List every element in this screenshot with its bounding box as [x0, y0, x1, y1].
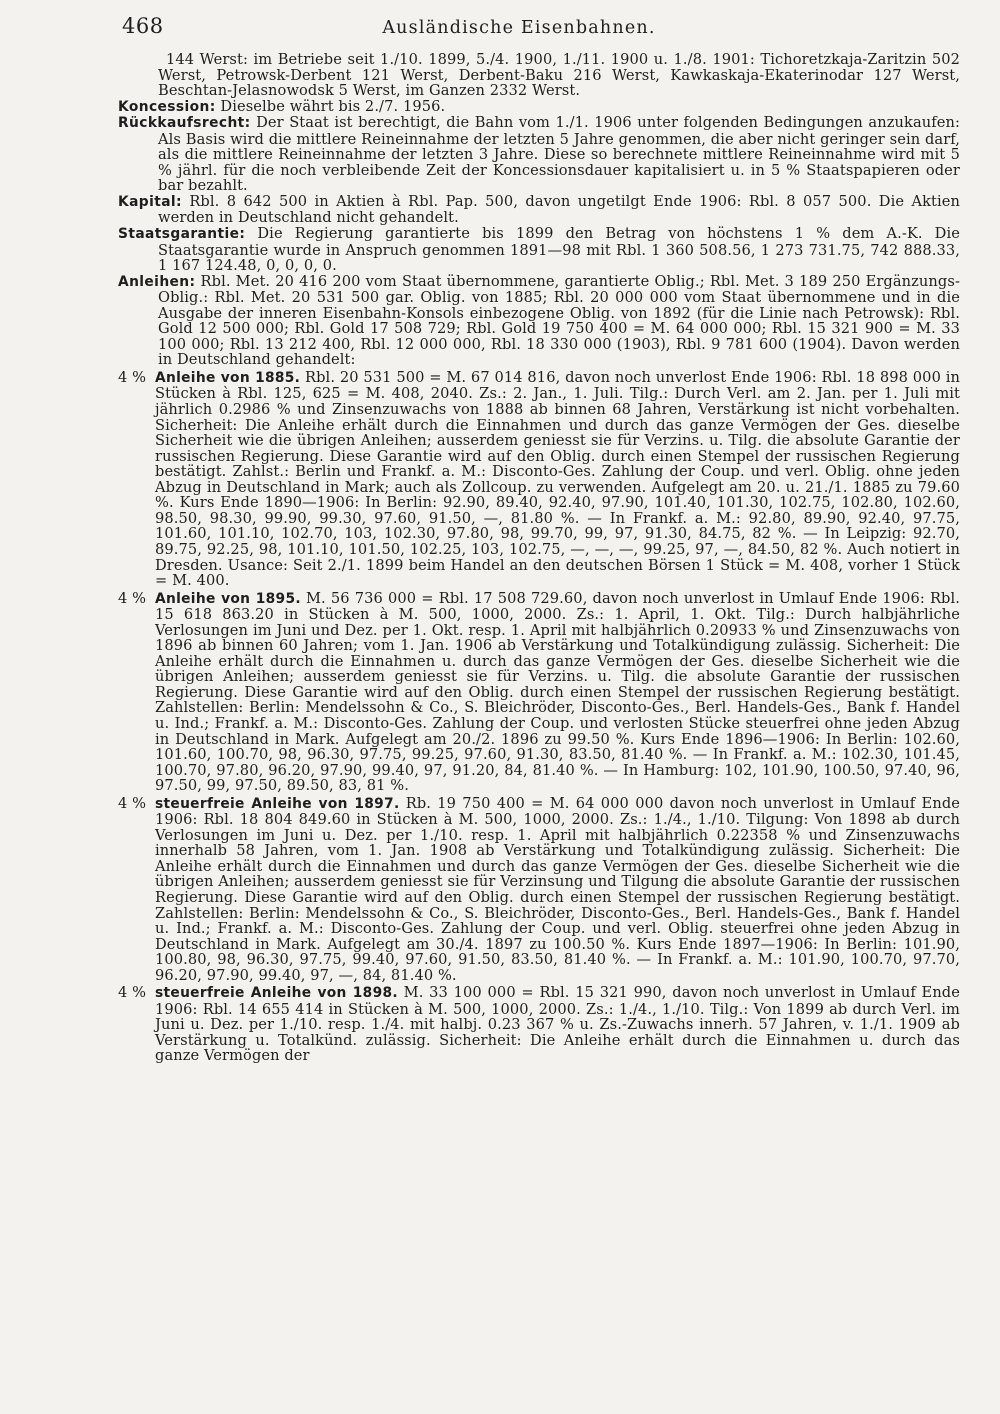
loan-1898	[118, 985, 960, 1064]
loan-title: steuerfreie Anleihe von 1897.	[155, 795, 400, 812]
loan-text: M. 56 736 000 = Rbl. 17 508 729.60, davon noch unverlost in Umlauf Ende 1906: Rbl. 15 618 863.20 in Stücken à M. 500, 1000, 2000. Zs.: 1. April, 1. Okt. Tilg.: Durch halbjährliche Verlosungen im Juni und Dez. per 1. Okt. resp. 1. April mit halbjährlich 0.20933 % und Zinsenzuwachs von 1896 ab binnen 60 Jahren; vom 1. Jan. 1906 ab Verstärkung und Totalkündigung zulässig. Sicherheit: Die Anleihe erhält durch die Einnahmen u. durch das ganze Vermögen der Ges. dieselbe Sicherheit wie die übrigen Anleihen; ausserdem geniesst sie für Verzins. u. Tilg. die absolute Garantie der russischen Regierung. Diese Garantie wird auf den Oblig. durch einen Stempel der russischen Regierung bestätigt. Zahlstellen: Berlin: Mendelssohn & Co., S. Bleichröder, Disconto-Ges., Berl. Handels-Ges., Bank f. Handel u. Ind.; Frankf. a. M.: Disconto-Ges. Zahlung der Coup. und verlosten Stücke steuerfrei ohne jeden Abzug in Deutschland in Mark. Aufgelegt am 20./2. 1896 zu 99.50 %. Kurs Ende 1896—1906: In Berlin: 102.60, 101.60, 100.70, 98, 96.30, 97.75, 99.25, 97.60, 91.30, 83.50, 81.40 %. — In Frankf. a. M.: 102.30, 101.45, 100.70, 97.80, 96.20, 97.90, 99.40, 97, 91.20, 84, 81.40 %. — In Hamburg: 102, 101.90, 100.50, 97.40, 96, 97.50, 99, 97.50, 89.50, 83, 81 %.	[155, 589, 960, 795]
entry-rueckkaufsrecht	[118, 115, 960, 194]
entry-koncession	[118, 99, 960, 116]
page-body	[118, 52, 960, 1064]
entry-text: Rbl. 8 642 500 in Aktien à Rbl. Pap. 500, davon ungetilgt Ende 1906: Rbl. 8 057 500. Die Aktien werden in Deutschland nicht gehandelt.	[158, 192, 960, 227]
entry-kapital	[118, 194, 960, 226]
loan-title: steuerfreie Anleihe von 1898.	[155, 985, 398, 1002]
loan-rate: 4 %	[118, 368, 147, 386]
loan-1895	[118, 591, 960, 794]
page-number: 468	[122, 14, 164, 38]
intro-paragraph: 144 Werst: im Betriebe seit 1./10. 1899, 5./4. 1900, 1./11. 1900 u. 1./8. 1901: Tichoretzkaja-Zaritzin 502 Werst, Petrowsk-Derbent 121 Werst, Derbent-Baku 216 Werst, Kawkaskaja-Ekaterinodar 127 Werst, Beschtan-Jelasnowodsk 5 Werst, im Ganzen 2332 Werst.	[158, 51, 960, 100]
entry-staatsgarantie	[118, 226, 960, 274]
loan-text: Rb. 19 750 400 = M. 64 000 000 davon noch unverlost in Umlauf Ende 1906: Rbl. 18 804 849.60 in Stücken à M. 500, 1000, 2000. Zs.: 1./4., 1./10. Tilgung: Von 1898 ab durch Verlosungen im Juni u. Dez. per 1./10. resp. 1. April mit halbjährlich 0.22358 % und Zinsenzuwachs innerhalb 58 Jahren, vom 1. Jan. 1908 ab Verstärkung und Totalkündigung zulässig. Sicherheit: Die Anleihe erhält durch die Einnahmen und durch das ganze Vermögen der Ges. dieselbe Sicherheit wie die übrigen Anleihen; ausserdem geniesst sie für Verzinsung und Tilgung die absolute Garantie der russischen Regierung. Diese Garantie wird auf den Oblig. durch einen Stempel der russischen Regierung bestätigt. Zahlstellen: Berlin: Mendelssohn & Co., S. Bleichröder, Disconto-Ges., Berl. Handels-Ges., Bank f. Handel u. Ind.; Frankf. a. M.: Disconto-Ges. Zahlung der Coup. und verl. Oblig. steuerfrei ohne jeden Abzug in Deutschland in Mark. Aufgelegt am 30./4. 1897 zu 100.50 %. Kurs Ende 1897—1906: In Berlin: 101.90, 100.80, 98, 96.30, 97.75, 99.40, 97.60, 91.50, 83.50, 81.40 %. — In Frankf. a. M.: 101.90, 100.70, 97.70, 96.20, 97.90, 99.40, 97, —, 84, 81.40 %.	[155, 794, 960, 984]
loan-text: M. 33 100 000 = Rbl. 15 321 990, davon noch unverlost in Umlauf Ende 1906: Rbl. 14 655 414 in Stücken à M. 500, 1000, 2000. Zs.: 1./4., 1./10. Tilg.: Von 1899 ab durch Verl. im Juni u. Dez. per 1./10. resp. 1./4. mit halbj. 0.23 367 % u. Zs.-Zuwachs innerh. 57 Jahren, v. 1./1. 1909 ab Verstärkung u. Totalkünd. zulässig. Sicherheit: Die Anleihe erhält durch die Einnahmen u. durch das ganze Vermögen der	[155, 984, 960, 1065]
entry-text: Rbl. Met. 20 416 200 vom Staat übernommene, garantierte Oblig.; Rbl. Met. 3 189 250 Ergänzungs-Oblig.: Rbl. Met. 20 531 500 gar. Oblig. von 1885; Rbl. 20 000 000 vom Staat übernommene und in die Ausgabe der inneren Eisenbahn-Konsols einbezogene Oblig. von 1892 (für die Linie nach Petrowsk): Rbl. Gold 12 500 000; Rbl. Gold 17 508 729; Rbl. Gold 19 750 400 = M. 64 000 000; Rbl. 15 321 900 = M. 33 100 000; Rbl. 13 212 400, Rbl. 12 000 000, Rbl. 18 330 000 (1903), Rbl. 9 781 600 (1904). Davon werden in Deutschland gehandelt:	[158, 272, 960, 369]
loan-1897	[118, 796, 960, 984]
entry-label: Koncession:	[118, 98, 216, 115]
running-head: Ausländische Eisenbahnen.	[382, 18, 656, 38]
loan-title: Anleihe von 1885.	[155, 369, 301, 386]
loan-1885	[118, 370, 960, 589]
entry-text: Der Staat ist berechtigt, die Bahn vom 1./1. 1906 unter folgenden Bedingungen anzukaufen: Als Basis wird die mittlere Reineinnahme der letzten 5 Jahre genommen, die aber nicht geringer sein darf, als die mittlere Reineinnahme der letzten 3 Jahre. Diese so berechnete mittlere Reineinnahme wird mit 5 % jährl. für die noch verbleibende Zeit der Koncessionsdauer kapitalisiert u. in 5 % Staatspapieren oder bar bezahlt.	[158, 114, 960, 195]
entry-label: Anleihen:	[118, 273, 196, 290]
loan-rate: 4 %	[118, 589, 147, 607]
page-header	[118, 14, 960, 52]
loan-rate: 4 %	[118, 794, 147, 812]
entry-text: Dieselbe währt bis 2./7. 1956.	[215, 97, 446, 115]
entry-anleihen	[118, 274, 960, 368]
loan-rate: 4 %	[118, 984, 147, 1002]
entry-label: Kapital:	[118, 193, 182, 210]
loan-title: Anleihe von 1895.	[155, 590, 301, 607]
entry-label: Rückkaufsrecht:	[118, 115, 251, 132]
loan-text: Rbl. 20 531 500 = M. 67 014 816, davon noch unverlost Ende 1906: Rbl. 18 898 000 in Stücken à Rbl. 125, 625 = M. 408, 2040. Zs.: 2. Jan., 1. Juli. Tilg.: Durch Verl. am 2. Jan. per 1. Juli mit jährlich 0.2986 % und Zinsenzuwachs von 1888 ab binnen 68 Jahren, Verstärkung ist nicht vorbehalten. Sicherheit: Die Anleihe erhält durch die Einnahmen und durch das ganze Vermögen der Ges. dieselbe Sicherheit wie die übrigen Anleihen; ausserdem geniesst sie für Verzins. u. Tilg. die absolute Garantie der russischen Regierung. Diese Garantie wird auf den Oblig. durch einen Stempel der russischen Regierung bestätigt. Zahlst.: Berlin und Frankf. a. M.: Disconto-Ges. Zahlung der Coup. und verl. Oblig. ohne jeden Abzug in Deutschland in Mark; auch als Zollcoup. zu verwenden. Aufgelegt am 20. u. 21./1. 1885 zu 79.60 %. Kurs Ende 1890—1906: In Berlin: 92.90, 89.40, 92.40, 97.90, 101.40, 101.30, 102.75, 102.80, 102.60, 98.50, 98.30, 99.90, 99.30, 97.60, 91.50, —, 81.80 %. — In Frankf. a. M.: 92.80, 89.90, 92.40, 97.75, 101.60, 101.10, 102.70, 103, 102.30, 97.80, 98, 99.70, 99, 97, 91.30, 84.75, 82 %. — In Leipzig: 92.70, 89.75, 92.25, 98, 101.10, 101.50, 102.25, 103, 102.75, —, —, —, 99.25, 97, —, 84.50, 82 %. Auch notiert in Dresden. Usance: Seit 2./1. 1899 beim Handel an den deutschen Börsen 1 Stück = M. 408, vorher 1 Stück = M. 400.	[155, 368, 961, 590]
entry-text: Die Regierung garantierte bis 1899 den Betrag von höchstens 1 % dem A.-K. Die Staatsgarantie wurde in Anspruch genommen 1891—98 mit Rbl. 1 360 508.56, 1 273 731.75, 742 888.33, 1 167 124.48, 0, 0, 0, 0.	[158, 225, 960, 275]
entry-label: Staatsgarantie:	[118, 226, 246, 243]
